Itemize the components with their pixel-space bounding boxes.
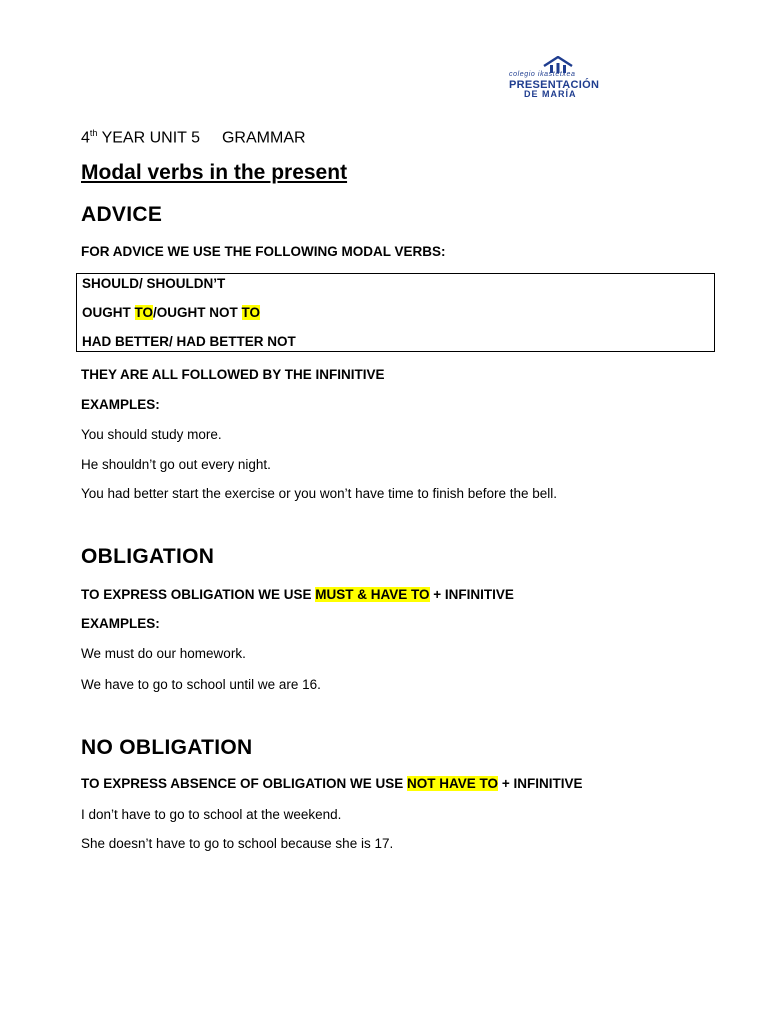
unit-text: YEAR UNIT 5 bbox=[97, 129, 200, 147]
no-obligation-heading: NO OBLIGATION bbox=[81, 736, 253, 759]
year-number: 4 bbox=[81, 129, 90, 147]
no-obligation-example-2: She doesn’t have to go to school because she is 17. bbox=[81, 836, 394, 851]
obligation-example-1: We must do our homework. bbox=[81, 646, 246, 661]
box-line-had-better: HAD BETTER/ HAD BETTER NOT bbox=[82, 334, 296, 349]
obligation-rule-text: TO EXPRESS OBLIGATION WE USE bbox=[81, 587, 316, 602]
advice-heading: ADVICE bbox=[81, 203, 163, 226]
obligation-example-2: We have to go to school until we are 16. bbox=[81, 677, 321, 692]
year-suffix: th bbox=[89, 128, 98, 138]
highlight-to-1: TO bbox=[134, 305, 154, 320]
logo-main-text: PRESENTACIÓN bbox=[509, 79, 600, 91]
logo-top-text: colegio ikastetxea bbox=[509, 71, 576, 78]
ought-not-text: /OUGHT NOT bbox=[153, 305, 242, 320]
box-line-should: SHOULD/ SHOULDN’T bbox=[82, 276, 226, 291]
no-obligation-rule-infinitive: + INFINITIVE bbox=[498, 776, 583, 791]
advice-example-2: He shouldn’t go out every night. bbox=[81, 457, 271, 472]
ought-text: OUGHT bbox=[82, 305, 135, 320]
page-title: Modal verbs in the present bbox=[81, 161, 348, 184]
modal-verbs-box bbox=[76, 273, 715, 352]
school-logo bbox=[506, 56, 610, 100]
obligation-rule bbox=[81, 587, 514, 602]
logo-sub-text: DE MARÍA bbox=[524, 89, 577, 99]
no-obligation-example-1: I don’t have to go to school at the weekend. bbox=[81, 807, 342, 822]
unit-header bbox=[81, 128, 306, 147]
highlight-must-have-to: MUST & HAVE TO bbox=[315, 587, 430, 602]
advice-intro: FOR ADVICE WE USE THE FOLLOWING MODAL VERBS: bbox=[81, 244, 446, 259]
no-obligation-rule bbox=[81, 776, 582, 791]
obligation-rule-infinitive: + INFINITIVE bbox=[429, 587, 514, 602]
advice-example-1: You should study more. bbox=[81, 427, 222, 442]
highlight-not-have-to: NOT HAVE TO bbox=[407, 776, 499, 791]
advice-examples-label: EXAMPLES: bbox=[81, 397, 160, 412]
no-obligation-rule-text: TO EXPRESS ABSENCE OF OBLIGATION WE USE bbox=[81, 776, 408, 791]
advice-example-3: You had better start the exercise or you won’t have time to finish before the bell. bbox=[81, 486, 558, 501]
highlight-to-2: TO bbox=[241, 305, 261, 320]
subject-text: GRAMMAR bbox=[221, 129, 306, 147]
followed-by-infinitive: THEY ARE ALL FOLLOWED BY THE INFINITIVE bbox=[81, 367, 385, 382]
obligation-heading: OBLIGATION bbox=[81, 545, 215, 568]
box-line-ought bbox=[82, 305, 260, 320]
obligation-examples-label: EXAMPLES: bbox=[81, 616, 160, 631]
